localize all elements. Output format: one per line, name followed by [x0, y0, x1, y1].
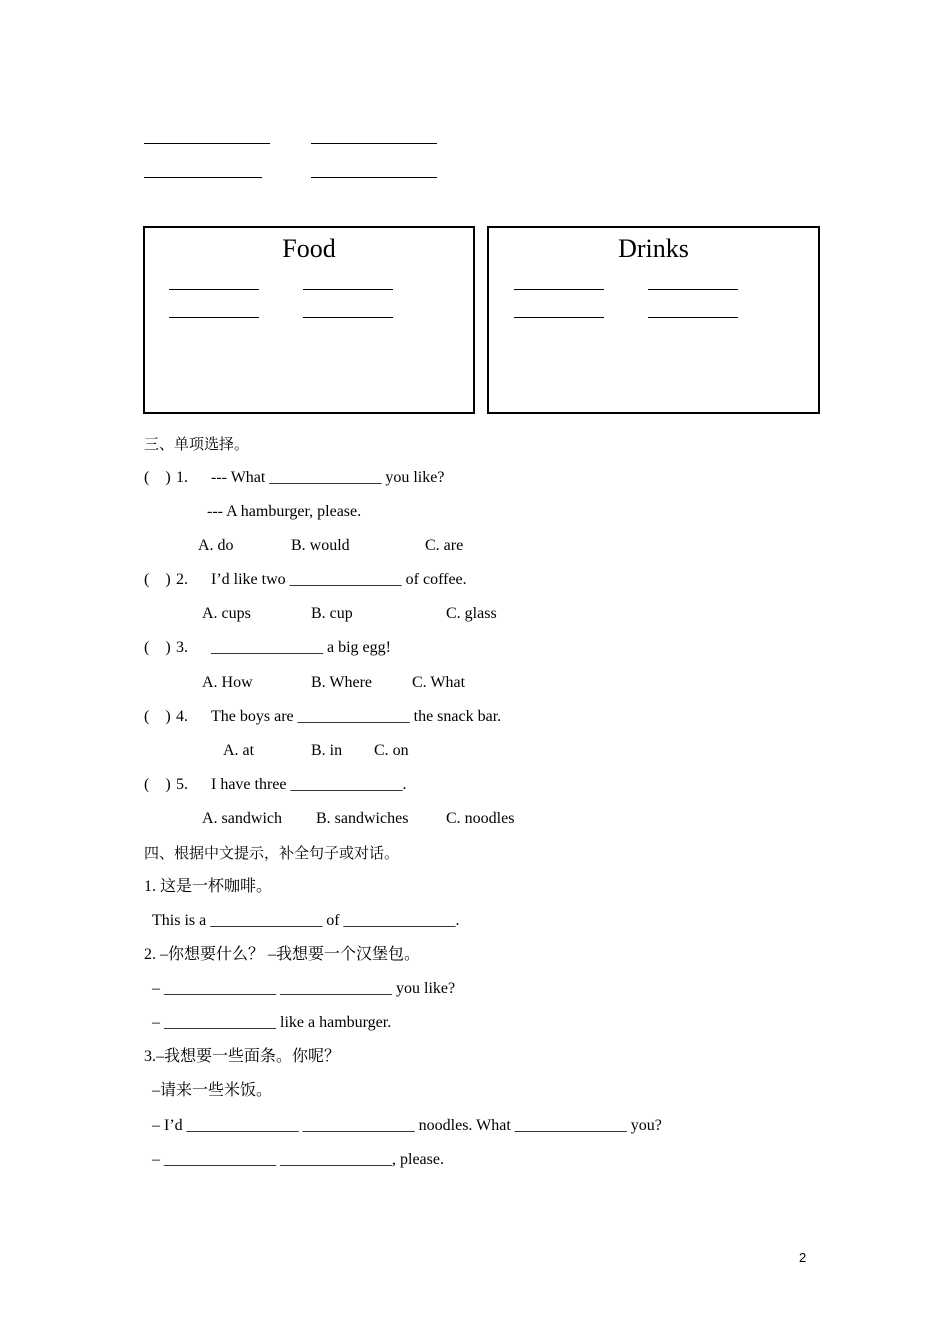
q3-paren: ( ): [144, 639, 171, 656]
q4-option-a: A. at: [223, 742, 255, 759]
q4-stem: The boys are ______________ the snack bar.: [211, 708, 502, 725]
q4-num: 4.: [176, 708, 188, 725]
s4-line-9: – ______________ ______________, please.: [152, 1151, 444, 1168]
q1-reply: --- A hamburger, please.: [207, 503, 362, 520]
q2-option-a: A. cups: [202, 605, 251, 622]
q2-stem: I’d like two ______________ of coffee.: [211, 571, 467, 588]
q5-num: 5.: [176, 776, 188, 793]
top-blank-1: [144, 143, 270, 144]
q4-option-c: C. on: [374, 742, 409, 759]
q2-option-b: B. cup: [311, 605, 353, 622]
top-blank-4: [311, 177, 437, 178]
s4-line-2: This is a ______________ of ______________.: [152, 912, 460, 929]
q1-option-c: C. are: [425, 537, 464, 554]
top-blank-3: [144, 177, 262, 178]
s4-line-3: 2. –你想要什么？ –我想要一个汉堡包。: [144, 946, 421, 963]
q1-option-b: B. would: [291, 537, 350, 554]
s4-line-6: 3.–我想要一些面条。你呢？: [144, 1048, 341, 1065]
q1-option-a: A. do: [198, 537, 234, 554]
q5-stem: I have three ______________.: [211, 776, 407, 793]
q3-num: 3.: [176, 639, 188, 656]
q1-num: 1.: [176, 469, 188, 486]
q3-option-a: A. How: [202, 674, 253, 691]
q2-num: 2.: [176, 571, 188, 588]
drinks-blank-2: [648, 289, 738, 290]
food-box: [143, 226, 475, 414]
food-blank-4: [303, 317, 393, 318]
food-blank-3: [169, 317, 259, 318]
q5-paren: ( ): [144, 776, 171, 793]
drinks-blank-4: [648, 317, 738, 318]
q5-option-a: A. sandwich: [202, 810, 282, 827]
drinks-box: [487, 226, 820, 414]
q4-paren: ( ): [144, 708, 171, 725]
s4-line-4: – ______________ ______________ you like?: [152, 980, 456, 997]
food-blank-1: [169, 289, 259, 290]
top-blank-2: [311, 143, 437, 144]
q5-option-c: C. noodles: [446, 810, 515, 827]
s4-line-5: – ______________ like a hamburger.: [152, 1014, 392, 1031]
drinks-box-title: Drinks: [618, 234, 689, 263]
s4-line-1: 1. 这是一杯咖啡。: [144, 878, 273, 895]
page-number: 2: [799, 1250, 807, 1265]
food-box-title: Food: [282, 234, 336, 263]
q1-stem: --- What ______________ you like?: [211, 469, 445, 486]
q5-option-b: B. sandwiches: [316, 810, 409, 827]
q4-option-b: B. in: [311, 742, 343, 759]
section3-heading: 三、单项选择。: [144, 435, 250, 453]
q1-paren: ( ): [144, 469, 171, 486]
food-blank-2: [303, 289, 393, 290]
drinks-blank-3: [514, 317, 604, 318]
q2-paren: ( ): [144, 571, 171, 588]
q2-option-c: C. glass: [446, 605, 497, 622]
q3-option-c: C. What: [412, 674, 466, 691]
q3-option-b: B. Where: [311, 674, 373, 691]
section4-heading: 四、根据中文提示，补全句子或对话。: [144, 844, 400, 862]
q3-stem: ______________ a big egg!: [211, 639, 391, 656]
s4-line-7: –请来一些米饭。: [152, 1082, 273, 1099]
drinks-blank-1: [514, 289, 604, 290]
s4-line-8: – I’d ______________ ______________ noodles. What ______________ you?: [152, 1117, 662, 1134]
